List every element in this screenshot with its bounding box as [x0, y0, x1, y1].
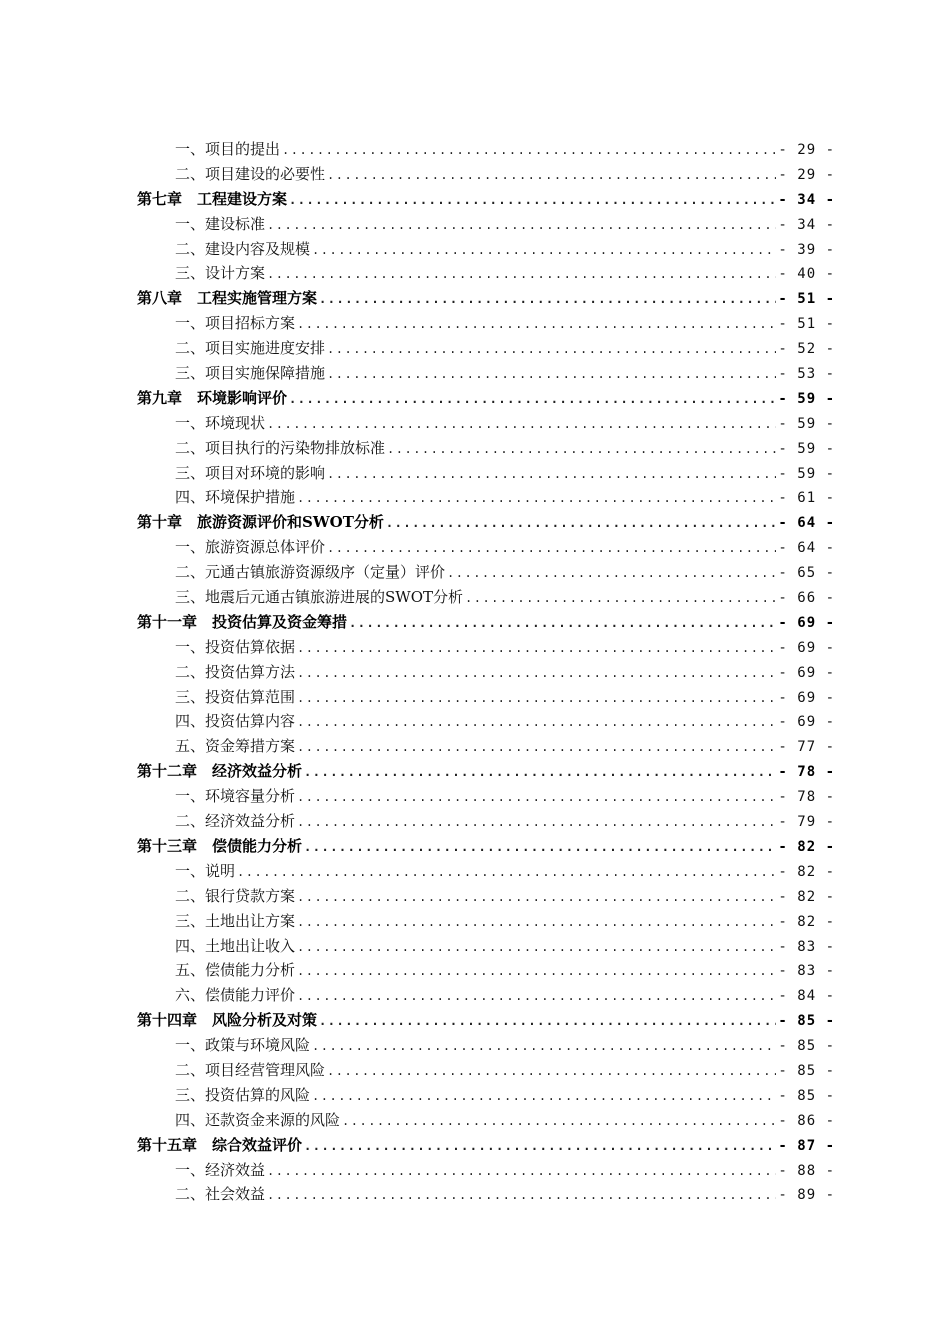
toc-section-entry[interactable]	[137, 1182, 835, 1207]
toc-entry-title: 第十四章 风险分析及对策	[137, 1011, 318, 1030]
toc-page-number: - 29 -	[778, 142, 835, 158]
toc-section-entry[interactable]	[137, 461, 835, 486]
toc-page-number: - 69 -	[778, 714, 835, 731]
toc-entry-title: 二、银行贷款方案	[175, 886, 296, 905]
dot-leader	[282, 138, 776, 162]
toc-page-number: - 78 -	[778, 764, 835, 781]
dot-leader	[465, 586, 776, 610]
toc-entry-title: 三、投资估算范围	[175, 687, 296, 706]
dot-leader	[327, 163, 776, 187]
dot-leader	[319, 287, 776, 311]
toc-section-entry[interactable]	[137, 436, 835, 461]
dot-leader	[297, 735, 776, 759]
dot-leader	[327, 462, 776, 486]
toc-page-number: - 88 -	[778, 1162, 835, 1179]
dot-leader	[297, 686, 776, 710]
toc-section-entry[interactable]	[137, 934, 835, 959]
toc-entry-title: 一、经济效益	[175, 1160, 266, 1179]
toc-page-number: - 53 -	[778, 366, 835, 383]
toc-section-entry[interactable]	[137, 311, 835, 336]
toc-page-number: - 82 -	[778, 863, 835, 880]
toc-section-entry[interactable]	[137, 709, 835, 734]
dot-leader	[312, 1034, 776, 1058]
toc-section-entry[interactable]	[137, 1108, 835, 1133]
toc-section-entry[interactable]	[137, 660, 835, 685]
dot-leader	[297, 636, 776, 660]
dot-leader	[304, 760, 776, 784]
toc-entry-title: 二、建设内容及规模	[175, 239, 311, 258]
toc-chapter-entry[interactable]	[137, 1133, 835, 1158]
toc-page-number: - 85 -	[778, 1038, 835, 1055]
toc-entry-title: 二、社会效益	[175, 1185, 266, 1204]
toc-entry-title: 一、旅游资源总体评价	[175, 538, 326, 557]
toc-entry-title: 第十三章 偿债能力分析	[137, 836, 303, 855]
dot-leader	[267, 262, 776, 286]
toc-page-number: - 87 -	[778, 1137, 835, 1154]
toc-entry-title: 二、经济效益分析	[175, 812, 296, 831]
toc-page-number: - 52 -	[778, 341, 835, 358]
toc-section-entry[interactable]	[137, 162, 835, 187]
dot-leader	[267, 1159, 776, 1183]
toc-page-number: - 77 -	[778, 739, 835, 756]
toc-entry-title: 三、设计方案	[175, 264, 266, 283]
toc-section-entry[interactable]	[137, 137, 835, 162]
toc-section-entry[interactable]	[137, 859, 835, 884]
toc-entry-title: 二、投资估算方法	[175, 662, 296, 681]
dot-leader	[237, 860, 776, 884]
toc-page-number: - 69 -	[778, 614, 835, 631]
toc-chapter-entry[interactable]	[137, 386, 835, 411]
toc-entry-title: 一、项目招标方案	[175, 314, 296, 333]
toc-section-entry[interactable]	[137, 1058, 835, 1083]
dot-leader	[267, 213, 776, 237]
dot-leader	[297, 885, 776, 909]
toc-entry-title: 四、还款资金来源的风险	[175, 1110, 341, 1129]
toc-section-entry[interactable]	[137, 685, 835, 710]
toc-page-number: - 89 -	[778, 1187, 835, 1204]
dot-leader	[297, 984, 776, 1008]
toc-entry-title: 第八章 工程实施管理方案	[137, 289, 318, 308]
toc-entry-title: 五、偿债能力分析	[175, 961, 296, 980]
dot-leader	[304, 1134, 776, 1158]
toc-chapter-entry[interactable]	[137, 834, 835, 859]
toc-entry-title: 四、环境保护措施	[175, 488, 296, 507]
toc-page-number: - 59 -	[778, 440, 835, 457]
toc-entry-title: 二、项目建设的必要性	[175, 164, 326, 183]
toc-page-number: - 29 -	[778, 166, 835, 183]
toc-entry-title: 二、项目经营管理风险	[175, 1060, 326, 1079]
toc-section-entry[interactable]	[137, 734, 835, 759]
dot-leader	[327, 337, 776, 361]
toc-page-number: - 69 -	[778, 664, 835, 681]
toc-section-entry[interactable]	[137, 237, 835, 262]
dot-leader	[297, 785, 776, 809]
toc-section-entry[interactable]	[137, 361, 835, 386]
toc-section-entry[interactable]	[137, 585, 835, 610]
toc-entry-title: 三、项目实施保障措施	[175, 364, 326, 383]
toc-entry-title: 一、环境容量分析	[175, 787, 296, 806]
toc-page-number: - 34 -	[778, 216, 835, 233]
toc-entry-title: 一、政策与环境风险	[175, 1036, 311, 1055]
toc-page-number: - 59 -	[778, 390, 835, 407]
toc-entry-title: 一、投资估算依据	[175, 637, 296, 656]
toc-section-entry[interactable]	[137, 411, 835, 436]
dot-leader	[327, 536, 776, 560]
toc-chapter-entry[interactable]	[137, 510, 835, 535]
toc-entry-title: 三、土地出让方案	[175, 911, 296, 930]
dot-leader	[304, 835, 776, 859]
toc-section-entry[interactable]	[137, 809, 835, 834]
toc-page-number: - 85 -	[778, 1062, 835, 1079]
toc-page-number: - 82 -	[778, 888, 835, 905]
toc-entry-title: 一、说明	[175, 861, 236, 880]
toc-section-entry[interactable]	[137, 784, 835, 809]
toc-page-number: - 82 -	[778, 913, 835, 930]
toc-entry-title: 一、项目的提出	[175, 140, 281, 158]
toc-entry-title: 四、投资估算内容	[175, 712, 296, 731]
dot-leader	[297, 486, 776, 510]
toc-page-number: - 59 -	[778, 465, 835, 482]
toc-section-entry[interactable]	[137, 212, 835, 237]
toc-section-entry[interactable]	[137, 535, 835, 560]
toc-section-entry[interactable]	[137, 958, 835, 983]
dot-leader	[387, 437, 776, 461]
toc-page-number: - 69 -	[778, 689, 835, 706]
toc-entry-title: 第十五章 综合效益评价	[137, 1135, 303, 1154]
toc-chapter-entry[interactable]	[137, 286, 835, 311]
toc-page-number: - 85 -	[778, 1087, 835, 1104]
dot-leader	[327, 1059, 776, 1083]
dot-leader	[349, 611, 776, 635]
toc-section-entry[interactable]	[137, 1033, 835, 1058]
toc-page-number: - 64 -	[778, 540, 835, 557]
dot-leader	[289, 387, 776, 411]
dot-leader	[297, 312, 776, 336]
toc-section-entry[interactable]	[137, 336, 835, 361]
toc-entry-title: 六、偿债能力评价	[175, 986, 296, 1005]
dot-leader	[312, 238, 776, 262]
toc-page-number: - 64 -	[778, 515, 835, 532]
toc-page-number: - 79 -	[778, 814, 835, 831]
toc-page-number: - 51 -	[778, 291, 835, 308]
toc-entry-title: 第十二章 经济效益分析	[137, 762, 303, 781]
toc-entry-title: 二、元通古镇旅游资源级序（定量）评价	[175, 563, 446, 582]
table-of-contents	[137, 137, 835, 1207]
toc-entry-title: 二、项目实施进度安排	[175, 339, 326, 358]
toc-chapter-entry[interactable]	[137, 1008, 835, 1033]
toc-section-entry[interactable]	[137, 983, 835, 1008]
dot-leader	[297, 959, 776, 983]
dot-leader	[386, 511, 777, 535]
toc-page-number: - 39 -	[778, 241, 835, 258]
toc-entry-title: 四、土地出让收入	[175, 936, 296, 955]
dot-leader	[267, 1183, 776, 1207]
toc-entry-title: 五、资金筹措方案	[175, 737, 296, 756]
toc-page-number: - 61 -	[778, 490, 835, 507]
dot-leader	[289, 188, 776, 212]
toc-section-entry[interactable]	[137, 884, 835, 909]
dot-leader	[447, 561, 776, 585]
toc-page-number: - 66 -	[778, 590, 835, 607]
toc-section-entry[interactable]	[137, 909, 835, 934]
toc-page-number: - 65 -	[778, 565, 835, 582]
toc-section-entry[interactable]	[137, 1158, 835, 1183]
toc-page-number: - 69 -	[778, 639, 835, 656]
toc-page-number: - 82 -	[778, 838, 835, 855]
toc-entry-title: 第十一章 投资估算及资金筹措	[137, 612, 348, 631]
dot-leader	[297, 710, 776, 734]
dot-leader	[267, 412, 776, 436]
dot-leader	[297, 935, 776, 959]
dot-leader	[297, 810, 776, 834]
toc-entry-title: 二、项目执行的污染物排放标准	[175, 438, 386, 457]
toc-section-entry[interactable]	[137, 1083, 835, 1108]
toc-entry-title: 三、投资估算的风险	[175, 1085, 311, 1104]
toc-page-number: - 85 -	[778, 1013, 835, 1030]
toc-page-number: - 51 -	[778, 316, 835, 333]
toc-page-number: - 84 -	[778, 988, 835, 1005]
toc-section-entry[interactable]	[137, 560, 835, 585]
dot-leader	[327, 362, 776, 386]
toc-entry-title: 一、环境现状	[175, 413, 266, 432]
dot-leader	[342, 1109, 776, 1133]
toc-page-number: - 86 -	[778, 1112, 835, 1129]
toc-section-entry[interactable]	[137, 635, 835, 660]
toc-page-number: - 78 -	[778, 789, 835, 806]
toc-chapter-entry[interactable]	[137, 187, 835, 212]
dot-leader	[297, 910, 776, 934]
toc-entry-title: 第十章 旅游资源评价和SWOT分析	[137, 513, 384, 532]
toc-entry-title: 第七章 工程建设方案	[137, 189, 288, 208]
dot-leader	[297, 661, 776, 685]
toc-entry-title: 三、地震后元通古镇旅游进展的SWOT分析	[175, 588, 463, 607]
toc-page-number: - 83 -	[778, 963, 835, 980]
toc-entry-title: 三、项目对环境的影响	[175, 463, 326, 482]
toc-chapter-entry[interactable]	[137, 759, 835, 784]
toc-page-number: - 40 -	[778, 266, 835, 283]
toc-page-number: - 83 -	[778, 938, 835, 955]
toc-entry-title: 一、建设标准	[175, 214, 266, 233]
toc-entry-title: 第九章 环境影响评价	[137, 388, 288, 407]
toc-page-number: - 59 -	[778, 415, 835, 432]
toc-chapter-entry[interactable]	[137, 610, 835, 635]
toc-page-number: - 34 -	[778, 191, 835, 208]
dot-leader	[319, 1009, 776, 1033]
dot-leader	[312, 1084, 776, 1108]
toc-section-entry[interactable]	[137, 485, 835, 510]
toc-section-entry[interactable]	[137, 261, 835, 286]
